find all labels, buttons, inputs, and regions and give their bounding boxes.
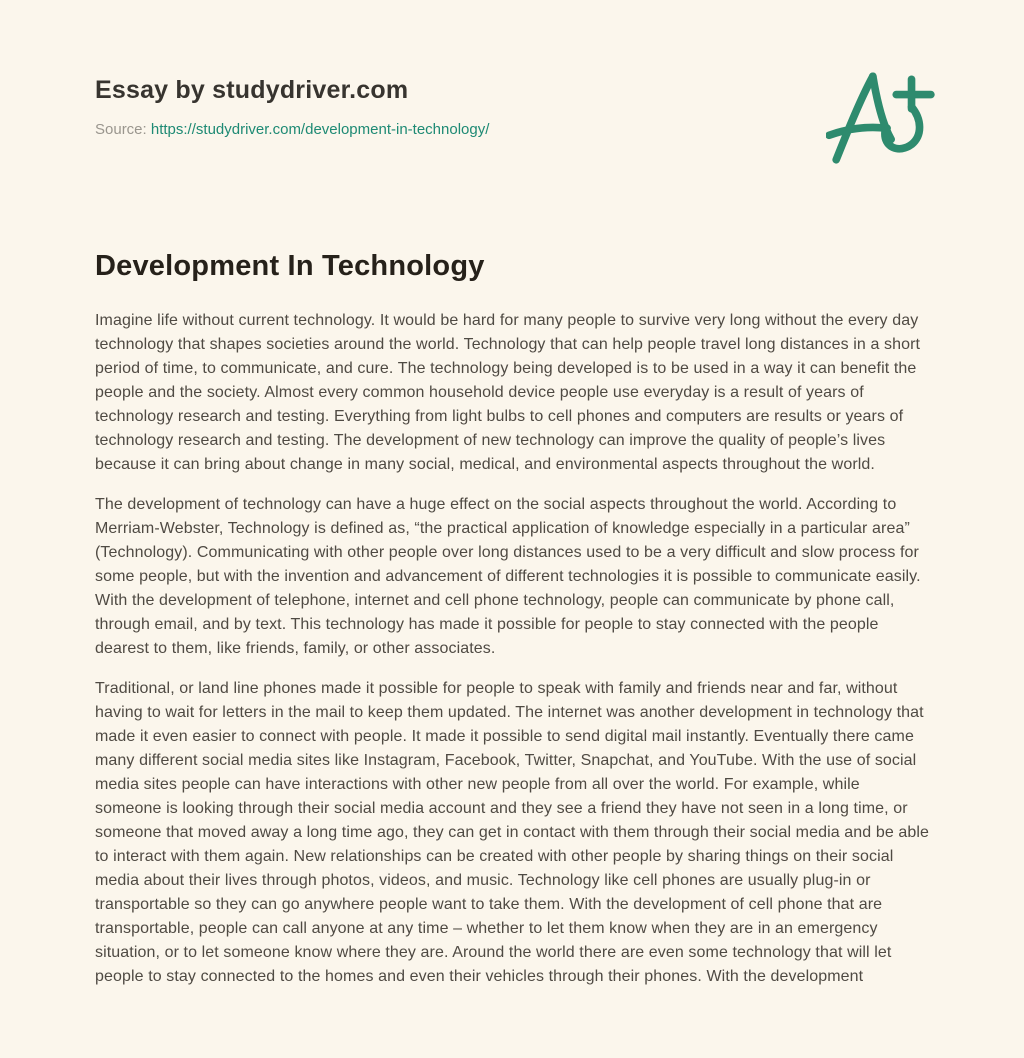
document-content [95, 76, 930, 989]
essay-title: Development In Technology [95, 250, 485, 282]
page-header-title: Essay by studydriver.com [95, 76, 409, 104]
essay-paragraph: Traditional, or land line phones made it possible for people to speak with family and friends near and far, without having to wait for letters in the mail to keep them updated. The internet was another development in technology that made it even easier to connect with people. It made it possible to send digital mail instantly. Eventually there came many different social media sites like Instagram, Facebook, Twitter, Snapchat, and YouTube. With the use of social media sites people can have interactions with other new people from all over the world. For example, while someone is looking through their social media account and they see a friend they have not seen in a long time, or someone that moved away a long time ago, they can get in contact with them through their social media and be able to interact with them again. New relationships can be created with other people by sharing things on their social media about their lives through photos, videos, and music. Technology like cell phones are usually plug-in or transportable so they can go anywhere people want to take them. With the development of cell phone that are transportable, people can call anyone at any time – whether to let them know when they are in an emergency situation, or to let someone know where they are. Around the world there are even some technology that will let people to stay connected to the homes and even their vehicles through their phones. With the development [95, 680, 930, 985]
source-link[interactable]: https://studydriver.com/development-in-technology/ [150, 121, 490, 138]
source-line [95, 121, 930, 138]
essay-paragraph: Imagine life without current technology. It would be hard for many people to survive very long without the every day technology that shapes societies around the world. Technology that can help people travel long distances in a short period of time, to communicate, and cure. The technology being developed is to be used in a way it can benefit the people and the society. Almost every common household device people use everyday is a result of years of technology research and testing. Everything from light bulbs to cell phones and computers are results or years of technology research and testing. The development of new technology can improve the quality of people’s lives because it can bring about change in many social, medical, and environmental aspects throughout the world. [95, 312, 921, 473]
essay-body [95, 309, 930, 989]
source-label: Source: [95, 121, 147, 138]
essay-paragraph: The development of technology can have a huge effect on the social aspects throughout the world. According to Merriam-Webster, Technology is defined as, “the practical application of knowledge especially in a particular area” (Technology). Communicating with other people over long distances used to be a very difficult and slow process for some people, but with the invention and advancement of different technologies it is possible to communicate easily. With the development of telephone, internet and cell phone technology, people can communicate by phone call, through email, and by text. This technology has made it possible for people to stay connected with the people dearest to them, like friends, family, or other associates. [95, 496, 921, 657]
a-plus-logo-icon [826, 66, 938, 168]
studydriver-logo [826, 66, 938, 168]
